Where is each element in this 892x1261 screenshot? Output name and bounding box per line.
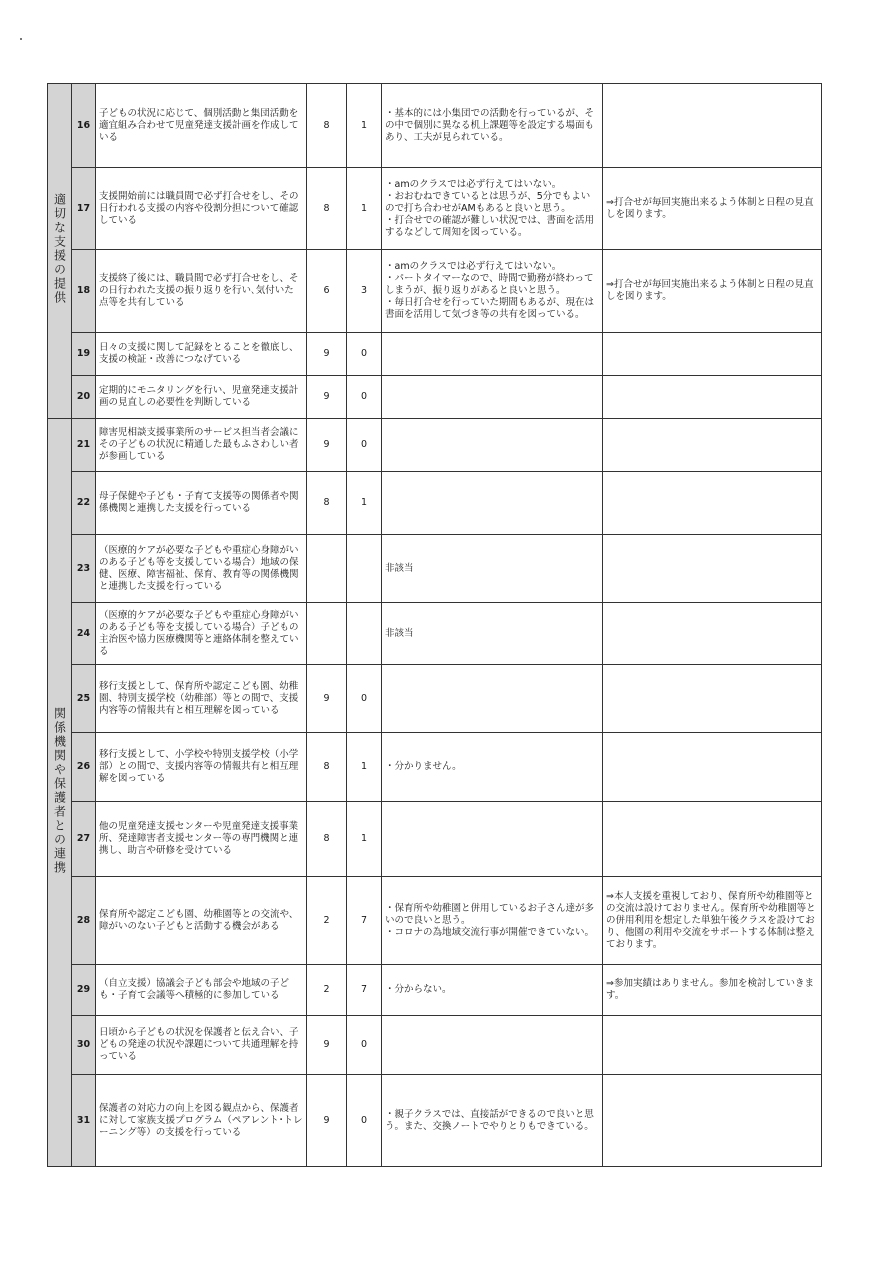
- improvement-response: [603, 665, 822, 733]
- table-row: [48, 250, 822, 333]
- yes-count: 9: [307, 1016, 347, 1075]
- table-row: [48, 802, 822, 877]
- improvement-response: [603, 535, 822, 603]
- no-count: [347, 603, 382, 665]
- scan-dot: [20, 38, 22, 40]
- staff-opinion: ・amのクラスでは必ず行えてはいない。 ・おおむねできているとは思うが、5分でもよいので打ち合わせがAMもあると良いと思う。 ・打合せでの確認が難しい状況では、書面を活用するなどして周知を図っている。: [382, 168, 603, 250]
- item-number: 25: [72, 665, 96, 733]
- item-number: 26: [72, 733, 96, 802]
- staff-opinion: 非該当: [382, 535, 603, 603]
- category-label: 適切な支援の提供: [52, 193, 67, 305]
- staff-opinion: ・基本的には小集団での活動を行っているが、その中で個別に異なる机上課題等を設定する場面もあり、工夫が見られている。: [382, 84, 603, 168]
- item-text: 母子保健や子ども・子育て支援等の関係者や関係機関と連携した支援を行っている: [96, 472, 307, 535]
- improvement-response: [603, 84, 822, 168]
- improvement-response: [603, 376, 822, 419]
- item-number: 29: [72, 965, 96, 1016]
- table-row: [48, 603, 822, 665]
- no-count: [347, 535, 382, 603]
- improvement-response: [603, 733, 822, 802]
- item-text: 移行支援として、小学校や特別支援学校（小学部）との間で、支援内容等の情報共有と相互理解を図っている: [96, 733, 307, 802]
- no-count: 1: [347, 802, 382, 877]
- yes-count: 9: [307, 665, 347, 733]
- table-row: [48, 168, 822, 250]
- table-row: [48, 376, 822, 419]
- yes-count: 9: [307, 376, 347, 419]
- item-text: 障害児相談支援事業所のサービス担当者会議にその子どもの状況に精通した最もふさわしい者が参画している: [96, 419, 307, 472]
- improvement-response: ⇒打合せが毎回実施出来るよう体制と日程の見直しを図ります。: [603, 168, 822, 250]
- yes-count: 8: [307, 733, 347, 802]
- no-count: 7: [347, 877, 382, 965]
- staff-opinion: ・保育所や幼稚園と併用しているお子さん達が多いので良いと思う。 ・コロナの為地域交流行事が開催できていない。: [382, 877, 603, 965]
- no-count: 0: [347, 665, 382, 733]
- item-text: 定期的にモニタリングを行い、児童発達支援計画の見直しの必要性を判断している: [96, 376, 307, 419]
- table-row: [48, 877, 822, 965]
- no-count: 0: [347, 1016, 382, 1075]
- staff-opinion: [382, 665, 603, 733]
- yes-count: 9: [307, 419, 347, 472]
- table-row: [48, 419, 822, 472]
- staff-opinion: [382, 472, 603, 535]
- table-row: [48, 333, 822, 376]
- item-number: 30: [72, 1016, 96, 1075]
- item-text: 支援終了後には、職員間で必ず打合せをし、その日行われた支援の振り返りを行い､気付いた点等を共有している: [96, 250, 307, 333]
- no-count: 0: [347, 333, 382, 376]
- yes-count: 9: [307, 333, 347, 376]
- no-count: 1: [347, 84, 382, 168]
- table-row: [48, 84, 822, 168]
- item-number: 17: [72, 168, 96, 250]
- staff-opinion: [382, 1016, 603, 1075]
- improvement-response: [603, 419, 822, 472]
- item-text: 他の児童発達支援センターや児童発達支援事業所、発達障害者支援センター等の専門機関と連携し、助言や研修を受けている: [96, 802, 307, 877]
- yes-count: [307, 603, 347, 665]
- improvement-response: [603, 472, 822, 535]
- item-number: 23: [72, 535, 96, 603]
- item-number: 18: [72, 250, 96, 333]
- yes-count: 8: [307, 472, 347, 535]
- staff-opinion: ・親子クラスでは、直接話ができるので良いと思う。また、交換ノートでやりとりもできている。: [382, 1075, 603, 1167]
- item-text: （自立支援）協議会子ども部会や地域の子ども・子育て会議等へ積極的に参加している: [96, 965, 307, 1016]
- no-count: 0: [347, 419, 382, 472]
- table-row: [48, 1016, 822, 1075]
- yes-count: [307, 535, 347, 603]
- yes-count: 8: [307, 168, 347, 250]
- table-row: [48, 1075, 822, 1167]
- table-row: [48, 965, 822, 1016]
- improvement-response: ⇒参加実績はありません。参加を検討していきます。: [603, 965, 822, 1016]
- staff-opinion: ・分からない。: [382, 965, 603, 1016]
- improvement-response: ⇒本人支援を重視しており、保育所や幼稚園等との交流は設けておりません。保育所や幼稚園等との併用利用を想定した単独午後クラスを設けており、他園の利用や交流をサポートする体制は整えております。: [603, 877, 822, 965]
- table-row: [48, 535, 822, 603]
- item-text: 支援開始前には職員間で必ず打合せをし、その日行われる支援の内容や役割分担について確認している: [96, 168, 307, 250]
- yes-count: 6: [307, 250, 347, 333]
- no-count: 7: [347, 965, 382, 1016]
- item-number: 16: [72, 84, 96, 168]
- item-text: 日頃から子どもの状況を保護者と伝え合い、子どもの発達の状況や課題について共通理解を持っている: [96, 1016, 307, 1075]
- item-text: 移行支援として、保育所や認定こども園、幼稚園、特別支援学校（幼稚部）等との間で、支援内容等の情報共有と相互理解を図っている: [96, 665, 307, 733]
- item-number: 24: [72, 603, 96, 665]
- yes-count: 2: [307, 965, 347, 1016]
- item-text: 日々の支援に関して記録をとることを徹底し、支援の検証・改善につなげている: [96, 333, 307, 376]
- staff-opinion: [382, 333, 603, 376]
- yes-count: 9: [307, 1075, 347, 1167]
- item-number: 21: [72, 419, 96, 472]
- item-number: 20: [72, 376, 96, 419]
- yes-count: 8: [307, 84, 347, 168]
- item-text: （医療的ケアが必要な子どもや重症心身障がいのある子ども等を支援している場合）子どもの主治医や協力医療機関等と連絡体制を整えている: [96, 603, 307, 665]
- evaluation-table: [47, 83, 822, 1167]
- item-number: 19: [72, 333, 96, 376]
- improvement-response: [603, 802, 822, 877]
- item-text: 保護者の対応力の向上を図る観点から、保護者に対して家族支援プログラム（ペアレント･トレーニング等）の支援を行っている: [96, 1075, 307, 1167]
- staff-opinion: [382, 419, 603, 472]
- staff-opinion: 非該当: [382, 603, 603, 665]
- item-number: 28: [72, 877, 96, 965]
- category-label: 関係機関や保護者との連携: [52, 706, 67, 875]
- improvement-response: [603, 333, 822, 376]
- table-row: [48, 733, 822, 802]
- item-number: 27: [72, 802, 96, 877]
- improvement-response: [603, 1075, 822, 1167]
- yes-count: 2: [307, 877, 347, 965]
- table-row: [48, 665, 822, 733]
- item-text: （医療的ケアが必要な子どもや重症心身障がいのある子ども等を支援している場合）地域の保健、医療、障害福祉、保育、教育等の関係機関と連携した支援を行っている: [96, 535, 307, 603]
- no-count: 0: [347, 1075, 382, 1167]
- item-text: 子どもの状況に応じて、個別活動と集団活動を適宜組み合わせて児童発達支援計画を作成している: [96, 84, 307, 168]
- table-row: [48, 472, 822, 535]
- staff-opinion: ・amのクラスでは必ず行えてはいない。 ・パートタイマーなので、時間で勤務が終わってしまうが、振り返りがあると良いと思う。 ・毎日打合せを行っていた期間もあるが、現在は書面を活用して気づき等の共有を図っている。: [382, 250, 603, 333]
- no-count: 0: [347, 376, 382, 419]
- no-count: 1: [347, 472, 382, 535]
- no-count: 1: [347, 168, 382, 250]
- improvement-response: ⇒打合せが毎回実施出来るよう体制と日程の見直しを図ります。: [603, 250, 822, 333]
- no-count: 1: [347, 733, 382, 802]
- item-number: 31: [72, 1075, 96, 1167]
- improvement-response: [603, 603, 822, 665]
- category-cell-cooperation: [48, 419, 72, 1167]
- staff-opinion: [382, 802, 603, 877]
- no-count: 3: [347, 250, 382, 333]
- staff-opinion: ・分かりません。: [382, 733, 603, 802]
- staff-opinion: [382, 376, 603, 419]
- item-number: 22: [72, 472, 96, 535]
- category-cell-provision: [48, 84, 72, 419]
- item-text: 保育所や認定こども園、幼稚園等との交流や、障がいのない子どもと活動する機会がある: [96, 877, 307, 965]
- yes-count: 8: [307, 802, 347, 877]
- improvement-response: [603, 1016, 822, 1075]
